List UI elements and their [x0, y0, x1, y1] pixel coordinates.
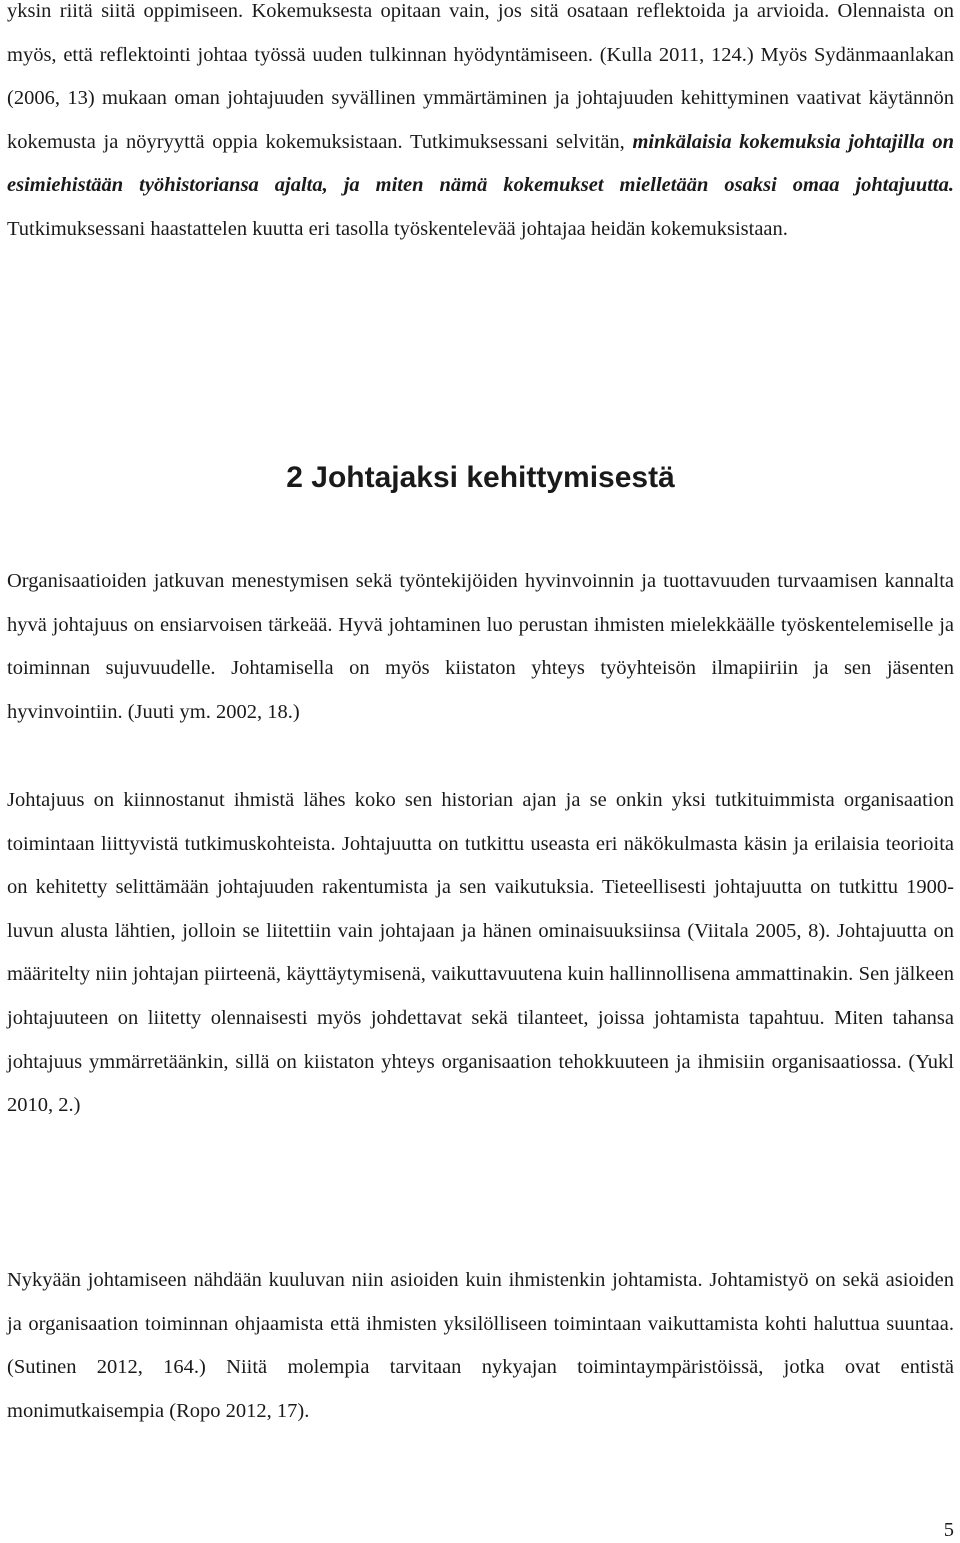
intro-paragraph	[7, 0, 954, 252]
research-question-emphasis: minkälaisia kokemuksia johtajilla on esimiehistään työhistoriansa ajalta, ja miten nämä kokemukset mielletään osaksi omaa johtajuutta.	[7, 130, 954, 197]
intro-text-before: yksin riitä siitä oppimiseen. Kokemuksesta opitaan vain, jos sitä osataan reflektoida ja arvioida. Olennaista on myös, että reflektointi johtaa työssä uuden tulkinnan hyödyntämiseen. (Kulla 2011, 124.) Myös Sydänmaanlakan (2006, 13) mukaan oman johtajuuden syvällinen ymmärtäminen ja johtajuuden kehittyminen vaativat käytännön kokemusta ja nöyryyttä oppia kokemuksistaan. Tutkimuksessani selvitän,	[7, 0, 954, 153]
body-paragraph-3: Nykyään johtamiseen nähdään kuuluvan niin asioiden kuin ihmistenkin johtamista. Johtamistyö on sekä asioiden ja organisaation toiminnan ohjaamista että ihmisten yksilölliseen toimintaan vaikuttamista kohti haluttua suuntaa. (Sutinen 2012, 164.) Niitä molempia tarvitaan nykyajan toimintaympäristöissä, jotka ovat entistä monimutkaisempia (Ropo 2012, 17).	[7, 1269, 954, 1422]
page-number: 5	[943, 1519, 954, 1541]
body-paragraph-2: Johtajuus on kiinnostanut ihmistä lähes koko sen historian ajan ja se onkin yksi tutkituimmista organisaation toimintaan liittyvistä tutkimuskohteista. Johtajuutta on tutkittu useasta eri näkökulmasta käsin ja erilaisia teorioita on kehitetty selittämään johtajuuden rakentumista ja sen vaikutuksia. Tieteellisesti johtajuutta on tutkittu 1900-luvun alusta lähtien, jolloin se liitettiin vain johtajaan ja hänen ominaisuuksiinsa (Viitala 2005, 8). Johtajuutta on määritelty niin johtajan piirteenä, käyttäytymisenä, vaikuttavuutena kuin hallinnollisena ammattinakin. Sen jälkeen johtajuuteen on liitetty olennaisesti myös johdettavat sekä tilanteet, joissa johtamista tapahtuu. Miten tahansa johtajuus ymmärretäänkin, sillä on kiistaton yhteys organisaation tehokkuuteen ja ihmisiin organisaatiossa. (Yukl 2010, 2.)	[7, 789, 954, 1117]
section-heading: 2 Johtajaksi kehittymisestä	[286, 461, 675, 494]
intro-text-after: Tutkimuksessani haastattelen kuutta eri tasolla työskentelevää johtajaa heidän kokemuksistaan.	[7, 217, 788, 240]
body-paragraph-1: Organisaatioiden jatkuvan menestymisen sekä työntekijöiden hyvinvoinnin ja tuottavuuden turvaamisen kannalta hyvä johtajuus on ensiarvoisen tärkeää. Hyvä johtaminen luo perustan ihmisten mielekkäälle työskentelemiselle ja toiminnan sujuvuudelle. Johtamisella on myös kiistaton yhteys työyhteisön ilmapiiriin ja sen jäsenten hyvinvointiin. (Juuti ym. 2002, 18.)	[7, 570, 954, 723]
